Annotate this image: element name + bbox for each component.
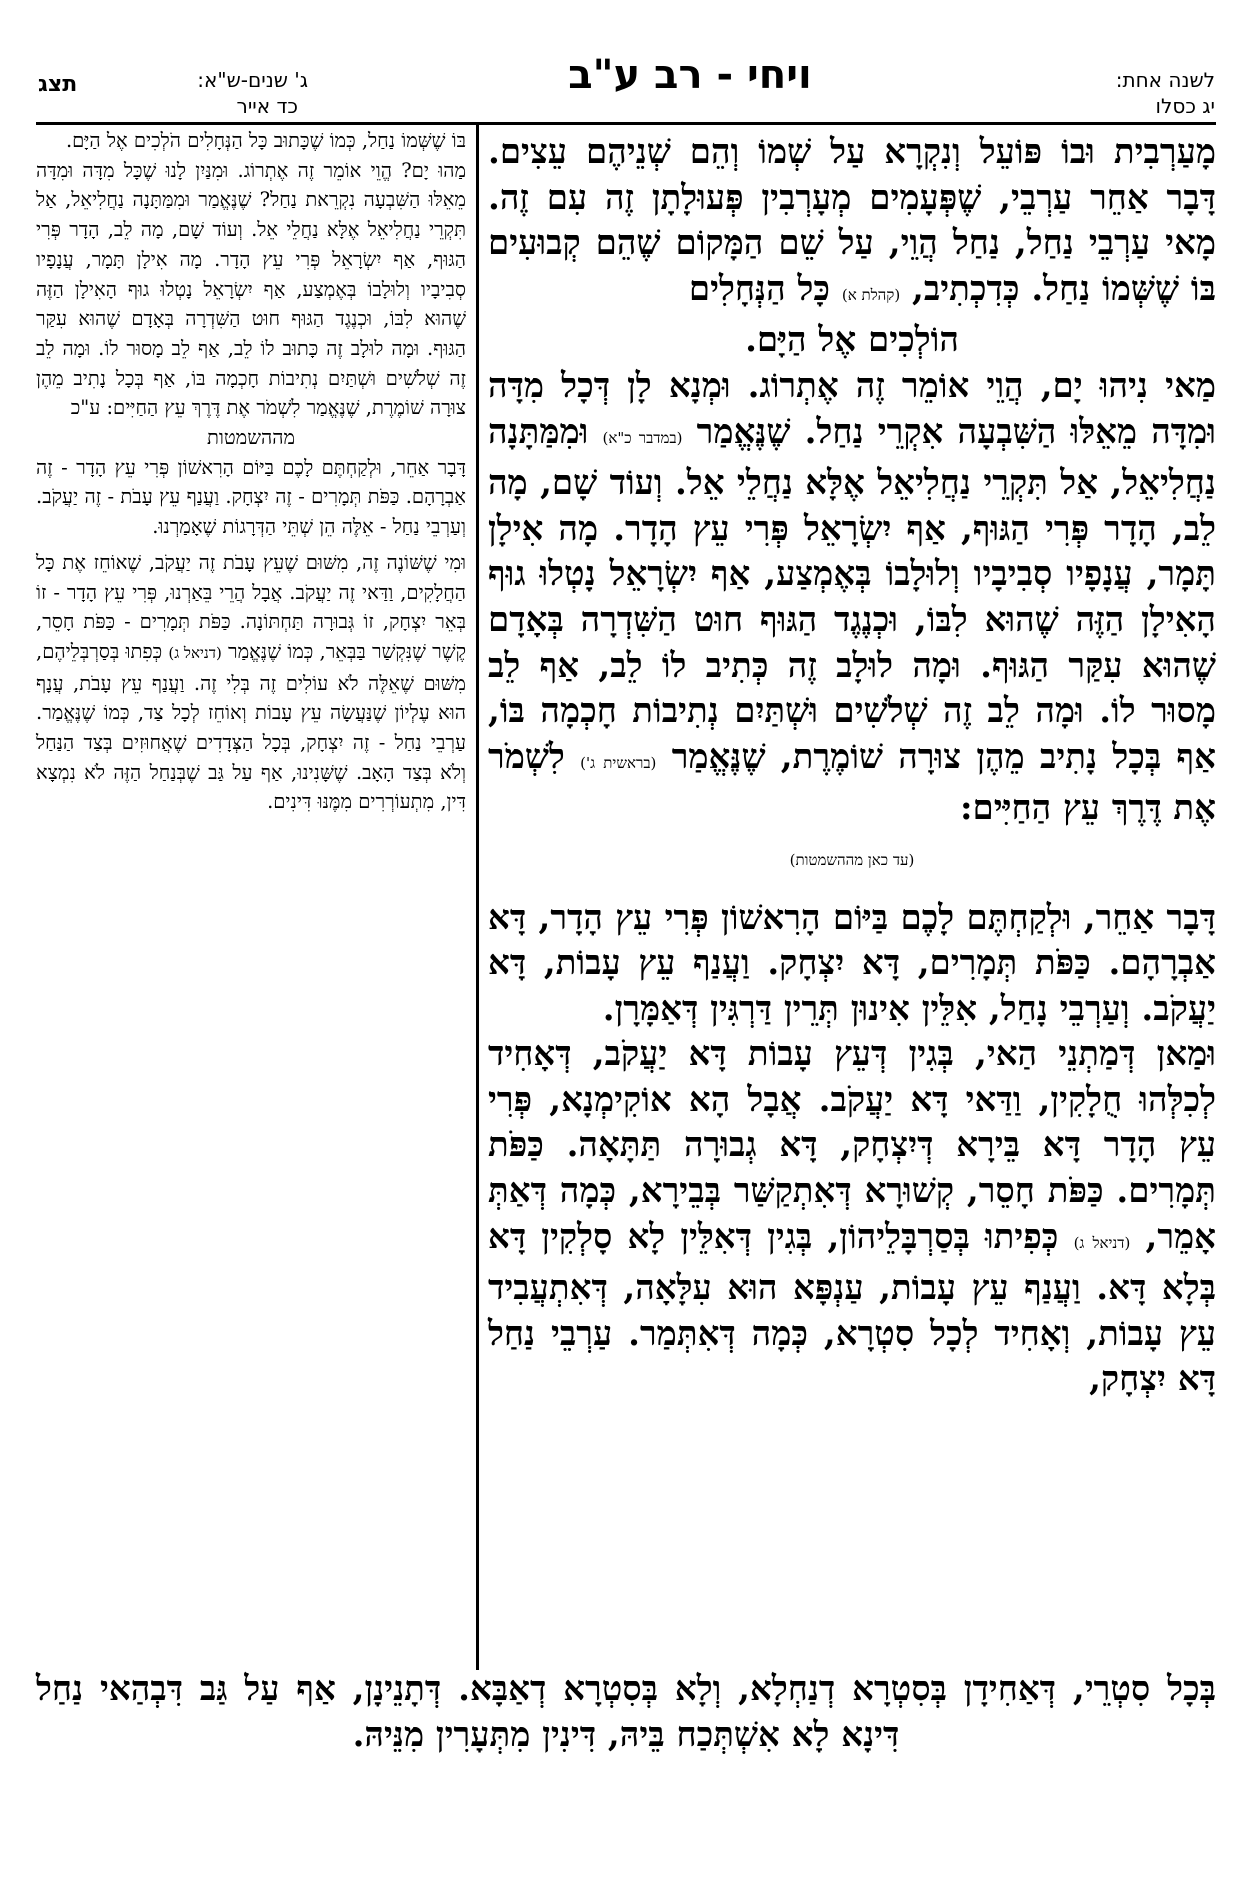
page-title: ויחי - רב ע"ב bbox=[568, 52, 812, 98]
main-text: כְּפִיתוּ בְּסַרְבָּלֵיהוֹן, בְּגִין דְּאִלֵּין לָא סָלְקִין דָּא בְּלָא דָּא. וַעֲנַף עֵץ עָבוֹת, עַנְפָּא הוּא עִלָּאָה, דְּאִתְעֲבִיד עֵץ עָבוֹת, וְאָחִיד לְכָל סִטְרָא, כְּמָה דְּאִתְּמַר. עַרְבֵי נַחַל דָּא יִצְחָק, bbox=[488, 1216, 1216, 1400]
schedule-three-years: ג' שנים-ש"א: bbox=[197, 68, 308, 92]
main-paragraph-1 bbox=[488, 130, 1216, 318]
omission-note-text: (עד כאן מההשמטות) bbox=[789, 850, 915, 869]
schedule-one-year-date: יג כסלו bbox=[1155, 94, 1215, 118]
side-paragraph-3: דָּבָר אַחֵר, וּלְקַחְתֶּם לָכֶם בַּיּוֹם הָרִאשׁוֹן פְּרִי עֵץ הָדָר - זֶה אַבְרָהָם. כַּפֹּת תְּמָרִים - זֶה יִצְחָק. וַעֲנַף עֵץ עָבֹת - זֶה יַעֲקֹב. וְעַרְבֵי נַחַל - אֵלֶּה הֵן שְׁתֵּי הַדְּרָגוֹת שֶׁאָמַרְנוּ. bbox=[36, 455, 466, 539]
header-rule bbox=[36, 122, 1216, 125]
page-number: תצג bbox=[38, 72, 78, 97]
main-text: מָעַרְבִית וּבוֹ פּוֹעֵל וְנִקְרָא עַל שְׁמוֹ וְהֵם שְׁנֵיהֶם עֵצִים. דָּבָר אַחֵר עַרְבֵי, שֶׁפְּעָמִים מְעָרְבִין פְּעוּלָתָן זֶה עִם זֶה. מָאי עַרְבֵי נַחַל, נַחַל הֲוֵי, עַל שֵׁם הַמָּקוֹם שֶׁהֵם קְבוּעִים בּוֹ שֶׁשְּׁמוֹ נַחַל. כְּדִכְתִיב, bbox=[488, 132, 1216, 309]
side-omission-note: מההשמטות bbox=[206, 426, 296, 450]
spacer bbox=[488, 884, 1216, 896]
source-reference: (קהלת א) bbox=[841, 285, 901, 304]
schedule-one-year: לשנה אחת: bbox=[1115, 68, 1215, 92]
main-text: כָּל הַנְּחָלִים bbox=[688, 268, 831, 309]
main-paragraph-1-end: הוֹלְכִים אֶל הַיָּם. bbox=[745, 320, 959, 361]
main-column bbox=[488, 130, 1216, 1403]
main-text: מַאי נִיהוּ יָם, הֲוֵי אוֹמֵר זֶה אֶתְרוֹג. וּמְנָא לָן דְּכָל מִדָּה וּמִדָּה מֵאֵלּוּ הַשִּׁבְעָה אִקְרֵי נַחַל. שֶׁנֶּאֱמַר bbox=[488, 365, 1217, 452]
side-paragraph-4 bbox=[36, 548, 466, 817]
main-paragraph-3: דָּבָר אַחֵר, וּלְקַחְתֶּם לָכֶם בַּיּוֹם הָרִאשׁוֹן פְּרִי עֵץ הָדָר, דָּא אַבְרָהָם. כַּפֹּת תְּמָרִים, דָּא יִצְחָק. וַעֲנַף עֵץ עָבוֹת, דָּא יַעֲקֹב. וְעַרְבֵי נָחַל, אִלֵּין אִינוּן תְּרֵין דַּרְגִּין דְּאַמָּרָן. bbox=[488, 897, 1216, 1029]
main-text: וּמַאן דְּמַתְנֵי הַאי, בְּגִין דְּעֵץ עָבוֹת דָּא יַעֲקֹב, דְּאָחִיד לְכִלְּהוּ חֻלָקִין, וַדַּאי דָּא יַעֲקֹב. אֲבָל הָא אוֹקִימְנָא, פְּרִי עֵץ הָדָר דָּא בֵּירָא דְּיִצְחָק, דָּא גְבוּרָה תַּתָּאָה. כַּפֹּת תְּמָרִים. כַּפֹּת חָסֵר, קְשׁוּרָא דְּאִתְקַשַּׁר בְּבֵירָא, כְּמָה דְּאַתְּ אָמֵר, bbox=[488, 1034, 1217, 1257]
main-text: וּמִמַּתָּנָה נַחֲלִיאֵל, אַל תִּקְרֵי נַחֲלִיאֵל אֶלָּא נַחֲלֵי אֵל. וְעוֹד שָׁם, מָה לֵב, הָדָר פְּרִי הַגּוּף, אַף יִשְׂרָאֵל פְּרִי עֵץ הָדָר. מָה אִילָן תָּמָר, עֲנָפָיו סְבִיבָיו וְלוּלָבוֹ בְּאֶמְצַע, אַף יִשְׂרָאֵל נָטְלוּ גוּף הָאִילָן הַזֶּה שֶׁהוּא לִבּוֹ, וּכְנֶגֶד הַגּוּף חוּט הַשִּׁדְרָה בְּאָדָם שֶׁהוּא עִקַּר הַגּוּף. וּמָה לוּלָב זֶה כְּתִיב לוֹ לֵב, אַף לֵב מָסוּר לוֹ. וּמָה לֵב זֶה שְׁלֹשִׁים וּשְׁתַּיִם נְתִיבוֹת חָכְמָה בּוֹ, אַף בְּכָל נָתִיב מֵהֶן צוּרָה שׁוֹמֶרֶת, שֶׁנֶּאֱמַר bbox=[488, 411, 1216, 777]
omission-note bbox=[488, 832, 1216, 884]
source-reference: (דניאל ג) bbox=[1073, 1233, 1131, 1252]
page-header bbox=[0, 0, 1253, 118]
side-text: כְּפִתוּ בְּסַרְבְּלֵיהֶם, מִשּׁוּם שֶׁאֵלֶּה לֹא עוֹלִים זֶה בְּלִי זֶה. וַעֲנַף עֵץ עָבֹת, עֲנָף הוּא עֶלְיוֹן שֶׁנַּעֲשָׂה עֵץ עָבוֹת וְאוֹחֵז לְכָל צַד, כְּמוֹ שֶׁנֶּאֱמַר. עַרְבֵי נַחַל - זֶה יִצְחָק, בְּכָל הַצְּדָדִים שֶׁאֲחוּזִים בְּצַד הַנַּחַל וְלֹא בְּצַד הָאָב. שֶׁשָּׁנִינוּ, אַף עַל גַּב שֶׁבְּנַחַל הַזֶּה לֹא נִמְצָא דִּין, מִתְעוֹרְרִים מִמֶּנּוּ דִּינִים. bbox=[36, 639, 466, 814]
source-reference: (במדבר כ"א) bbox=[602, 428, 683, 447]
main-paragraph-4 bbox=[488, 1032, 1216, 1403]
side-column-translation bbox=[36, 126, 466, 817]
source-reference: (דניאל ג) bbox=[168, 643, 222, 662]
column-divider bbox=[476, 122, 479, 1670]
side-text: וּמִי שֶׁשּׁוֹנֶה זֶה, מִשּׁוּם שֶׁעֵץ עָבֹת זֶה יַעֲקֹב, שֶׁאוֹחֵז אֶת כָּל הַחֲלָקִים, וַדַּאי זֶה יַעֲקֹב. אֲבָל הֲרֵי בֵּאַרְנוּ, פְּרִי עֵץ הָדָר - זוֹ בְּאֵר יִצְחָק, זוֹ גְּבוּרָה תַּחְתּוֹנָה. כַּפֹּת תְּמָרִים - כַּפֹּת חָסֵר, קֶשֶׁר שֶׁנִּקְשַׁר בַּבְּאֵר, כְּמוֹ שֶׁנֶּאֱמַר bbox=[36, 550, 467, 663]
main-paragraph-2 bbox=[488, 364, 1216, 832]
side-paragraph-1: בּוֹ שֶׁשְּׁמוֹ נַחַל, כְּמוֹ שֶׁכָּתוּב כָּל הַנְּחָלִים הֹלְכִים אֶל הַיָּם. bbox=[65, 129, 466, 152]
bottom-fullwidth-text: בְּכָל סִטְרֵי, דְּאַחִידָן בְּסִטְרָא דְנַחְלָא, וְלָא בְּסִטְרָא דְאַבָּא. דְּתָנֵינָן, אַף עַל גַּב דִּבְהַאי נַחַל דִּינָא לָא אִשְׁתְּכַח בֵּיהּ, דִּינִין מִתְּעָרִין מִנֵּיהּ. bbox=[36, 1669, 1216, 1755]
main-text: לִשְׁמֹר אֶת דֶּרֶךְ עֵץ הַחַיִּים: bbox=[488, 736, 1216, 829]
source-reference: (בראשית ג') bbox=[580, 753, 657, 772]
schedule-three-years-date: כד אייר bbox=[236, 94, 298, 118]
side-paragraph-2: מַהוּ יָם? הֱוֵי אוֹמֵר זֶה אֶתְרוֹג. וּמִנַּיִן לָנוּ שֶׁכָּל מִדָּה וּמִדָּה מֵאֵלּוּ הַשִּׁבְעָה נִקְרֵאת נַחַל? שֶׁנֶּאֱמַר וּמִמַּתָּנָה נַחֲלִיאֵל, אַל תִּקְרֵי נַחֲלִיאֵל אֶלָּא נַחֲלֵי אֵל. וְעוֹד שָׁם, מָה לֵב, הָדָר פְּרִי הַגּוּף, אַף יִשְׂרָאֵל פְּרִי עֵץ הָדָר. מָה אִילָן תָּמָר, עֲנָפָיו סְבִיבָיו וְלוּלָבוֹ בְּאֶמְצַע, אַף יִשְׂרָאֵל נָטְלוּ גוּף הָאִילָן הַזֶּה שֶׁהוּא לִבּוֹ, וּכְנֶגֶד הַגּוּף חוּט הַשִּׁדְרָה בְּאָדָם שֶׁהוּא עִקַּר הַגּוּף. וּמָה לוּלָב זֶה כָּתוּב לוֹ לֵב, אַף לֵב מָסוּר לוֹ. וּמָה לֵב זֶה שְׁלֹשִׁים וּשְׁתַּיִם נְתִיבוֹת חָכְמָה בּוֹ, אַף בְּכָל נָתִיב מֵהֶן צוּרָה שׁוֹמֶרֶת, שֶׁנֶּאֱמַר לִשְׁמֹר אֶת דֶּרֶךְ עֵץ הַחַיִּים: ע"כ bbox=[36, 158, 466, 420]
